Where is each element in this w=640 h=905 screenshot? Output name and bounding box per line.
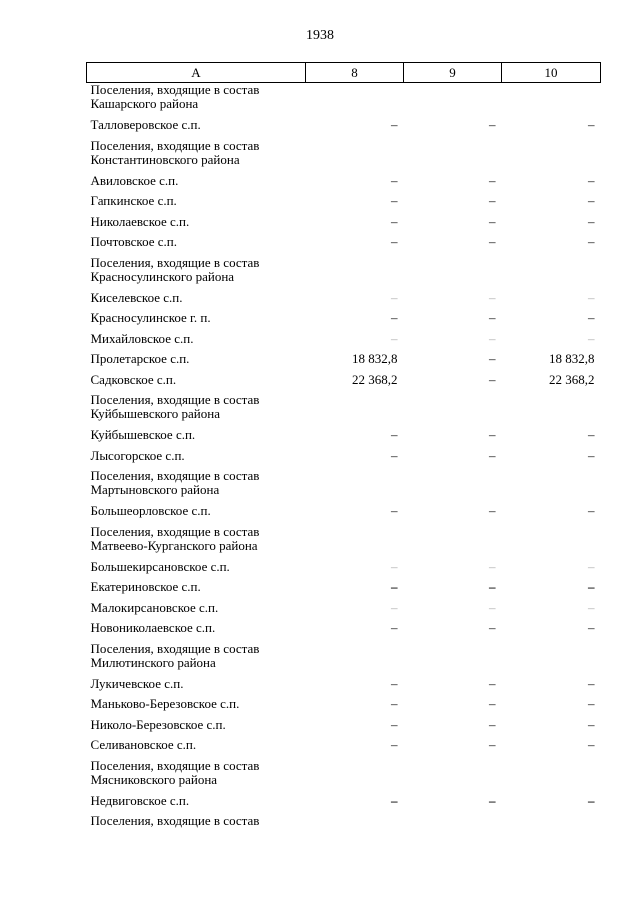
value-cell-10: – [588, 503, 595, 518]
empty-cell [502, 83, 601, 119]
empty-cell [306, 759, 404, 794]
settlement-name: Маньково-Березовское с.п. [90, 696, 240, 711]
settlement-name: Киселевское с.п. [90, 289, 183, 305]
district-header-row [87, 393, 601, 428]
settlement-name: Пролетарское с.п. [90, 351, 190, 366]
table-row [87, 601, 601, 622]
value-cell-9: – [489, 193, 496, 208]
settlement-name: Гапкинское с.п. [90, 193, 177, 208]
table-row [87, 428, 601, 449]
value-cell-10: – [588, 289, 595, 305]
table-row [87, 235, 601, 256]
value-cell-8: – [391, 675, 398, 691]
value-cell-9: – [489, 172, 496, 188]
empty-cell [404, 469, 502, 504]
value-cell-10: – [588, 427, 595, 442]
district-header-row [87, 759, 601, 794]
empty-cell [404, 814, 502, 835]
settlement-name: Авиловское с.п. [90, 172, 179, 188]
empty-cell [502, 759, 601, 794]
empty-cell [404, 393, 502, 428]
district-header-row [87, 642, 601, 677]
empty-cell [306, 469, 404, 504]
value-cell-8: – [391, 558, 398, 574]
value-cell-9: – [489, 310, 496, 325]
settlement-name: Талловеровское с.п. [90, 117, 201, 132]
empty-cell [306, 642, 404, 677]
value-cell-9: – [489, 447, 496, 463]
empty-cell [404, 642, 502, 677]
empty-cell [306, 525, 404, 560]
empty-cell [306, 814, 404, 835]
value-cell-10: 22 368,2 [549, 371, 595, 387]
settlement-name: Почтовское с.п. [90, 234, 177, 249]
district-header: Поселения, входящие в состав [90, 813, 260, 828]
table-row [87, 504, 601, 525]
settlement-name: Большеорловское с.п. [90, 503, 211, 518]
value-cell-10: – [588, 620, 595, 635]
value-cell-10: – [588, 792, 595, 808]
empty-cell [404, 139, 502, 174]
settlement-name: Недвиговское с.п. [90, 792, 190, 808]
empty-cell [502, 642, 601, 677]
district-header: Поселения, входящие в состав Красносулинского района [90, 254, 260, 284]
district-header-row [87, 525, 601, 560]
value-cell-8: – [391, 579, 398, 594]
empty-cell [306, 256, 404, 291]
table-row [87, 311, 601, 332]
district-header-row [87, 814, 601, 835]
settlement-name: Екатериновское с.п. [90, 579, 201, 594]
value-cell-9: – [489, 675, 496, 691]
table-row [87, 621, 601, 642]
table-row [87, 194, 601, 215]
settlement-name: Николо-Березовское с.п. [90, 716, 226, 732]
value-cell-10: – [588, 696, 595, 711]
value-cell-8: – [391, 503, 398, 518]
table-row [87, 352, 601, 373]
value-cell-10: – [588, 716, 595, 732]
table-row [87, 697, 601, 718]
page-number: 1938 [306, 28, 334, 43]
value-cell-9: – [489, 558, 496, 574]
empty-cell [502, 814, 601, 835]
empty-cell [404, 83, 502, 119]
table-row [87, 174, 601, 195]
value-cell-9: – [489, 213, 496, 229]
district-header-row [87, 139, 601, 174]
table-row [87, 718, 601, 739]
value-cell-8: – [391, 427, 398, 442]
table-row [87, 738, 601, 759]
settlement-name: Куйбышевское с.п. [90, 427, 196, 442]
settlement-name: Николаевское с.п. [90, 213, 190, 229]
value-cell-10: – [588, 310, 595, 325]
district-header: Поселения, входящие в состав Матвеево-Курганского района [90, 523, 260, 553]
column-header-9: 9 [404, 63, 502, 83]
value-cell-9: – [489, 716, 496, 732]
empty-cell [502, 139, 601, 174]
value-cell-10: 18 832,8 [549, 351, 595, 366]
value-cell-9: – [489, 737, 496, 752]
value-cell-10: – [588, 675, 595, 691]
value-cell-8: – [391, 193, 398, 208]
value-cell-9: – [489, 599, 496, 615]
table-body [87, 83, 601, 836]
column-header-10: 10 [502, 63, 601, 83]
settlement-name: Михайловское с.п. [90, 330, 194, 346]
empty-cell [306, 393, 404, 428]
value-cell-8: – [391, 213, 398, 229]
value-cell-9: – [489, 371, 496, 387]
value-cell-10: – [588, 330, 595, 346]
value-cell-9: – [489, 117, 496, 132]
value-cell-9: – [489, 351, 496, 366]
empty-cell [404, 759, 502, 794]
district-header: Поселения, входящие в состав Куйбышевского района [90, 392, 260, 421]
value-cell-10: – [588, 447, 595, 463]
district-header: Поселения, входящие в состав Константиновского района [90, 137, 260, 167]
district-header-row [87, 469, 601, 504]
value-cell-8: – [391, 737, 398, 752]
value-cell-8: – [391, 447, 398, 463]
value-cell-10: – [588, 579, 595, 594]
table-row [87, 449, 601, 470]
value-cell-10: – [588, 737, 595, 752]
value-cell-8: – [391, 599, 398, 615]
table-row [87, 794, 601, 815]
district-header-row [87, 83, 601, 119]
column-header-a: А [87, 63, 306, 83]
settlement-name: Лукичевское с.п. [90, 675, 184, 691]
settlement-name: Малокирсановское с.п. [90, 599, 219, 615]
table-row [87, 118, 601, 139]
value-cell-8: – [391, 289, 398, 305]
district-header: Поселения, входящие в состав Кашарского района [90, 82, 260, 111]
value-cell-8: – [391, 310, 398, 325]
value-cell-10: – [588, 193, 595, 208]
empty-cell [404, 525, 502, 560]
budget-table [86, 62, 601, 835]
value-cell-8: 18 832,8 [352, 351, 398, 366]
value-cell-9: – [489, 579, 496, 594]
empty-cell [502, 256, 601, 291]
column-header-8: 8 [306, 63, 404, 83]
value-cell-10: – [588, 117, 595, 132]
empty-cell [306, 83, 404, 119]
value-cell-9: – [489, 330, 496, 346]
value-cell-8: – [391, 792, 398, 808]
empty-cell [502, 469, 601, 504]
value-cell-8: – [391, 172, 398, 188]
value-cell-9: – [489, 427, 496, 442]
table-row [87, 560, 601, 581]
value-cell-9: – [489, 503, 496, 518]
empty-cell [502, 393, 601, 428]
empty-cell [404, 256, 502, 291]
district-header: Поселения, входящие в состав Мясниковского района [90, 757, 260, 787]
value-cell-10: – [588, 599, 595, 615]
settlement-name: Лысогорское с.п. [90, 447, 185, 463]
table-row [87, 215, 601, 236]
settlement-name: Новониколаевское с.п. [90, 620, 216, 635]
value-cell-9: – [489, 620, 496, 635]
value-cell-8: – [391, 330, 398, 346]
table-row [87, 580, 601, 601]
value-cell-9: – [489, 792, 496, 808]
value-cell-8: – [391, 117, 398, 132]
empty-cell [306, 139, 404, 174]
value-cell-10: – [588, 213, 595, 229]
district-header: Поселения, входящие в состав Милютинского района [90, 640, 260, 670]
empty-cell [502, 525, 601, 560]
table-row [87, 373, 601, 394]
value-cell-8: – [391, 234, 398, 249]
table-row [87, 332, 601, 353]
value-cell-8: 22 368,2 [352, 371, 398, 387]
settlement-name: Большекирсановское с.п. [90, 558, 230, 574]
value-cell-8: – [391, 620, 398, 635]
district-header-row [87, 256, 601, 291]
settlement-name: Селивановское с.п. [90, 737, 197, 752]
value-cell-8: – [391, 696, 398, 711]
table-row [87, 291, 601, 312]
value-cell-10: – [588, 172, 595, 188]
value-cell-8: – [391, 716, 398, 732]
table-header-row [87, 63, 601, 83]
value-cell-10: – [588, 234, 595, 249]
value-cell-9: – [489, 234, 496, 249]
value-cell-9: – [489, 696, 496, 711]
settlement-name: Садковское с.п. [90, 371, 177, 387]
value-cell-9: – [489, 289, 496, 305]
district-header: Поселения, входящие в состав Мартыновского района [90, 468, 260, 497]
table-row [87, 677, 601, 698]
value-cell-10: – [588, 558, 595, 574]
settlement-name: Красносулинское г. п. [90, 310, 211, 325]
